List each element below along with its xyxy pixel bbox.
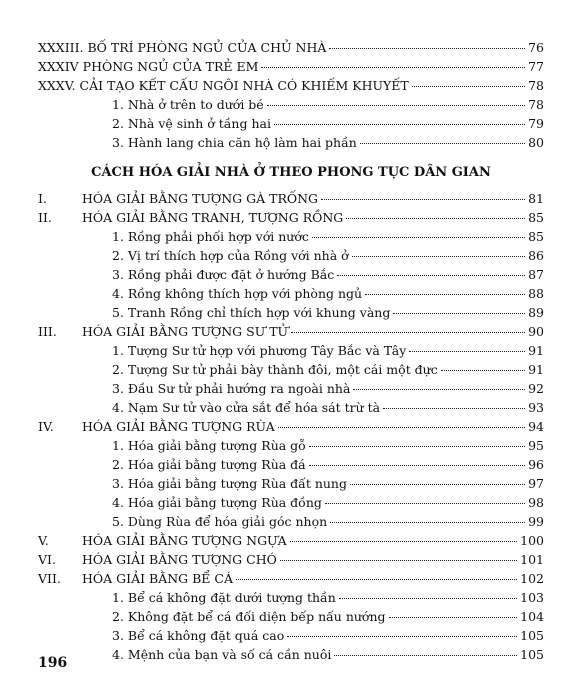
entry-title: HÓA GIẢI BẰNG TƯỢNG GÀ TRỐNG [82,191,319,206]
subentry-title: 5. Tranh Rồng chỉ thích hợp với khung vàng [112,305,391,320]
subentry-page-number: 97 [528,476,544,491]
toc-entry [38,57,544,76]
entry-title: HÓA GIẢI BẰNG TƯỢNG SƯ TỬ [82,324,289,339]
dot-leader [339,598,517,599]
subentry-title: 1. Bể cá không đặt dưới tượng thần [112,590,336,605]
entry-page-number: 78 [528,78,544,93]
dot-leader [290,541,518,542]
subentry-title: 3. Rồng phải được đặt ở hướng Bắc [112,267,335,282]
entry-number: VI. [38,552,56,567]
subentry-title: 3. Đầu Sư tử phải hướng ra ngoài nhà [112,381,351,396]
subentry-title: 3. Hành lang chia căn hộ làm hai phần [112,135,357,150]
dot-leader [353,389,525,390]
entry-page-number: 85 [528,210,544,225]
toc-subentry [38,227,544,246]
dot-leader [267,105,525,106]
subentry-title: 2. Tượng Sư tử phải bày thành đôi, một cái một đực [112,362,438,377]
toc-subentry [38,95,544,114]
subentry-page-number: 91 [528,362,544,377]
dot-leader [236,579,517,580]
subentry-page-number: 95 [528,438,544,453]
toc-entry [38,569,544,588]
toc-subentry [38,303,544,322]
toc-entry [38,208,544,227]
dot-leader [441,370,525,371]
subentry-page-number: 79 [528,116,544,131]
subentry-page-number: 99 [528,514,544,529]
entry-title: CẢI TẠO KẾT CẤU NGÔI NHÀ CÓ KHIẾM KHUYẾT [79,78,409,93]
dot-leader [412,86,525,87]
entry-page-number: 76 [528,40,544,55]
subentry-page-number: 78 [528,97,544,112]
subentry-page-number: 92 [528,381,544,396]
subentry-page-number: 88 [528,286,544,301]
entry-page-number: 94 [528,419,544,434]
dot-leader [383,408,525,409]
toc-entry [38,189,544,208]
entry-number: III. [38,324,57,339]
toc-subentry [38,114,544,133]
dot-leader [350,484,525,485]
subentry-title: 5. Dùng Rùa để hóa giải góc nhọn [112,514,328,529]
subentry-title: 1. Rồng phải phối hợp với nước [112,229,309,244]
subentry-title: 2. Hóa giải bằng tượng Rùa đá [112,457,306,472]
subentry-title: 4. Mệnh của bạn và số cá cần nuôi [112,647,332,662]
toc-entry [38,550,544,569]
entry-number: XXXV. [38,78,76,93]
subentry-page-number: 105 [520,647,544,662]
toc-subentry [38,284,544,303]
toc-subentry [38,379,544,398]
section-heading: CÁCH HÓA GIẢI NHÀ Ở THEO PHONG TỤC DÂN GIAN [91,165,491,180]
subentry-page-number: 86 [528,248,544,263]
subentry-title: 4. Nạm Sư tử vào cửa sắt để hóa sát trừ tà [112,400,381,415]
subentry-title: 1. Tượng Sư tử hợp với phương Tây Bắc và Tây [112,343,407,358]
subentry-page-number: 85 [528,229,544,244]
toc-subentry [38,455,544,474]
toc-subentry [38,341,544,360]
entry-number: XXXIV [38,59,79,74]
dot-leader [280,560,517,561]
dot-leader [309,446,525,447]
entry-page-number: 101 [520,552,544,567]
dot-leader [360,143,525,144]
subentry-title: 1. Hóa giải bằng tượng Rùa gỗ [112,438,306,453]
dot-leader [325,503,525,504]
toc-entry [38,531,544,550]
subentry-title: 3. Hóa giải bằng tượng Rùa đất nung [112,476,347,491]
subentry-page-number: 103 [520,590,544,605]
toc-subentry [38,436,544,455]
entry-page-number: 77 [528,59,544,74]
entry-title: PHÒNG NGỦ CỦA TRẺ EM [82,59,259,74]
dot-leader [334,655,517,656]
dot-leader [352,256,525,257]
toc-entry [38,76,544,95]
subentry-title: 2. Vị trí thích hợp của Rồng với nhà ở [112,248,349,263]
dot-leader [274,124,525,125]
table-of-contents [38,38,544,664]
toc-subentry [38,133,544,152]
subentry-page-number: 93 [528,400,544,415]
subentry-page-number: 91 [528,343,544,358]
toc-subentry [38,588,544,607]
toc-entry [38,417,544,436]
entry-title: HÓA GIẢI BẰNG TƯỢNG CHÓ [82,552,277,567]
subentry-title: 2. Nhà vệ sinh ở tầng hai [112,116,271,131]
toc-subentry [38,360,544,379]
dot-leader [329,48,525,49]
entry-title: HÓA GIẢI BẰNG TƯỢNG RÙA [82,419,275,434]
entry-number: I. [38,191,47,206]
subentry-title: 2. Không đặt bể cá đối diện bếp nấu nướng [112,609,386,624]
toc-entry [38,38,544,57]
entry-number: IV. [38,419,54,434]
toc-subentry [38,398,544,417]
toc-subentry [38,246,544,265]
toc-subentry [38,474,544,493]
dot-leader [309,465,525,466]
dot-leader [312,237,525,238]
entry-title: HÓA GIẢI BẰNG TRANH, TƯỢNG RỒNG [82,210,344,225]
subentry-page-number: 87 [528,267,544,282]
dot-leader [393,313,525,314]
dot-leader [365,294,525,295]
toc-subentry [38,626,544,645]
entry-number: II. [38,210,52,225]
entry-page-number: 100 [520,533,544,548]
entry-title: BỐ TRÍ PHÒNG NGỦ CỦA CHỦ NHÀ [87,40,327,55]
subentry-page-number: 80 [528,135,544,150]
dot-leader [409,351,525,352]
subentry-page-number: 105 [520,628,544,643]
entry-page-number: 102 [520,571,544,586]
subentry-title: 3. Bể cá không đặt quá cao [112,628,285,643]
toc-entry [38,322,544,341]
subentry-page-number: 104 [520,609,544,624]
toc-subentry [38,493,544,512]
footer-page-number: 196 [38,655,68,671]
subentry-page-number: 96 [528,457,544,472]
dot-leader [321,199,525,200]
dot-leader [291,332,525,333]
toc-subentry [38,607,544,626]
dot-leader [346,218,525,219]
entry-page-number: 90 [528,324,544,339]
dot-leader [261,67,525,68]
toc-subentry [38,265,544,284]
dot-leader [389,617,518,618]
subentry-title: 1. Nhà ở trên to dưới bé [112,97,264,112]
subentry-title: 4. Rồng không thích hợp với phòng ngủ [112,286,363,301]
section-list [38,189,544,664]
subentry-page-number: 89 [528,305,544,320]
entry-title: HÓA GIẢI BẰNG BỂ CÁ [82,571,233,586]
entry-number: VII. [38,571,61,586]
entry-title: HÓA GIẢI BẰNG TƯỢNG NGỰA [82,533,287,548]
entry-number: V. [38,533,49,548]
entry-page-number: 81 [528,191,544,206]
toc-subentry [38,645,544,664]
dot-leader [287,636,517,637]
dot-leader [337,275,525,276]
subentry-page-number: 98 [528,495,544,510]
dot-leader [278,427,525,428]
subentry-title: 4. Hóa giải bằng tượng Rùa đồng [112,495,322,510]
toc-subentry [38,512,544,531]
dot-leader [330,522,525,523]
entry-number: XXXIII. [38,40,84,55]
